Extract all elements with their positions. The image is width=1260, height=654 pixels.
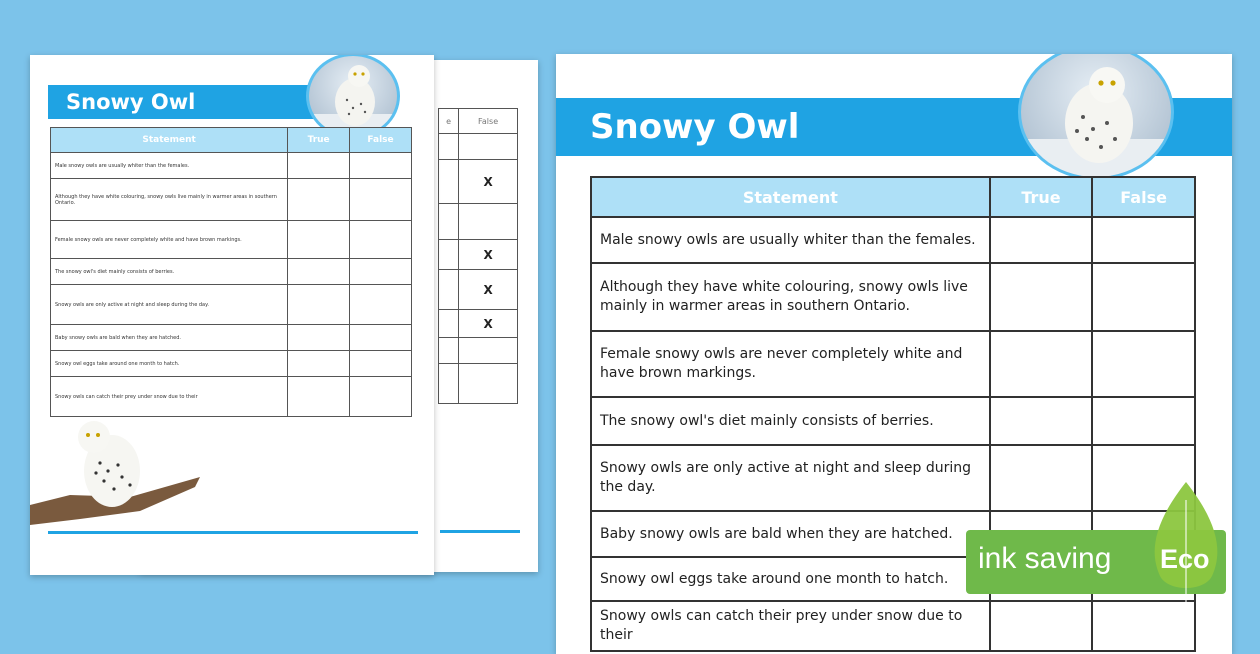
false-checkbox[interactable] <box>1092 217 1195 263</box>
footer-bar <box>440 530 520 533</box>
statement-text: The snowy owl's diet mainly consists of berries. <box>51 259 288 285</box>
answer-mark: X <box>459 270 518 310</box>
answer-mark <box>459 134 518 160</box>
statement-text: The snowy owl's diet mainly consists of berries. <box>591 397 990 445</box>
worksheet-title-banner: Snowy Owl <box>48 85 348 119</box>
true-checkbox[interactable] <box>990 263 1093 331</box>
eco-label: Eco <box>1160 544 1210 574</box>
statement-text: Snowy owls are only active at night and sleep during the day. <box>591 445 990 511</box>
owl-on-branch-icon <box>30 415 210 535</box>
answer-col-false: False <box>459 109 518 134</box>
statement-text: Although they have white colouring, snowy owls live mainly in warmer areas in southern Ontario. <box>591 263 990 331</box>
statement-text: Snowy owl eggs take around one month to hatch. <box>591 557 990 601</box>
col-true: True <box>288 128 350 153</box>
worksheet-thumbnail <box>30 55 434 575</box>
col-false: False <box>1092 177 1195 217</box>
answer-mark: X <box>459 310 518 338</box>
statement-table-small <box>50 127 412 417</box>
col-statement: Statement <box>591 177 990 217</box>
col-true: True <box>990 177 1093 217</box>
answer-col-fragment: e <box>439 109 459 134</box>
answer-mark: X <box>459 160 518 204</box>
statement-text: Snowy owls can catch their prey under snow due to their <box>591 601 990 651</box>
true-checkbox[interactable] <box>990 601 1093 651</box>
false-checkbox[interactable] <box>1092 263 1195 331</box>
answer-mark <box>459 338 518 364</box>
statement-text: Male snowy owls are usually whiter than the females. <box>51 153 288 179</box>
answer-table <box>438 108 518 404</box>
answer-mark <box>459 364 518 404</box>
statement-text: Baby snowy owls are bald when they are hatched. <box>51 325 288 351</box>
statement-text: Female snowy owls are never completely white and have brown markings. <box>591 331 990 397</box>
col-statement: Statement <box>51 128 288 153</box>
statement-text: Snowy owl eggs take around one month to hatch. <box>51 351 288 377</box>
false-checkbox[interactable] <box>1092 331 1195 397</box>
footer-bar <box>48 531 418 534</box>
true-checkbox[interactable] <box>990 397 1093 445</box>
answer-mark: X <box>459 240 518 270</box>
worksheet-title-banner: Snowy Owl <box>556 98 1232 156</box>
statement-text: Snowy owls are only active at night and sleep during the day. <box>51 285 288 325</box>
statement-text: Baby snowy owls are bald when they are hatched. <box>591 511 990 557</box>
true-checkbox[interactable] <box>990 445 1093 511</box>
answer-mark <box>459 204 518 240</box>
col-false: False <box>350 128 412 153</box>
statement-text: Snowy owls can catch their prey under snow due to their <box>51 377 288 417</box>
false-checkbox[interactable] <box>1092 397 1195 445</box>
owl-photo-icon <box>1018 54 1174 180</box>
statement-text: Although they have white colouring, snowy owls live mainly in warmer areas in southern Ontario. <box>51 179 288 221</box>
statement-text: Female snowy owls are never completely white and have brown markings. <box>51 221 288 259</box>
true-checkbox[interactable] <box>990 331 1093 397</box>
true-checkbox[interactable] <box>990 217 1093 263</box>
ink-saving-label: ink saving <box>978 542 1112 575</box>
statement-text: Male snowy owls are usually whiter than the females. <box>591 217 990 263</box>
